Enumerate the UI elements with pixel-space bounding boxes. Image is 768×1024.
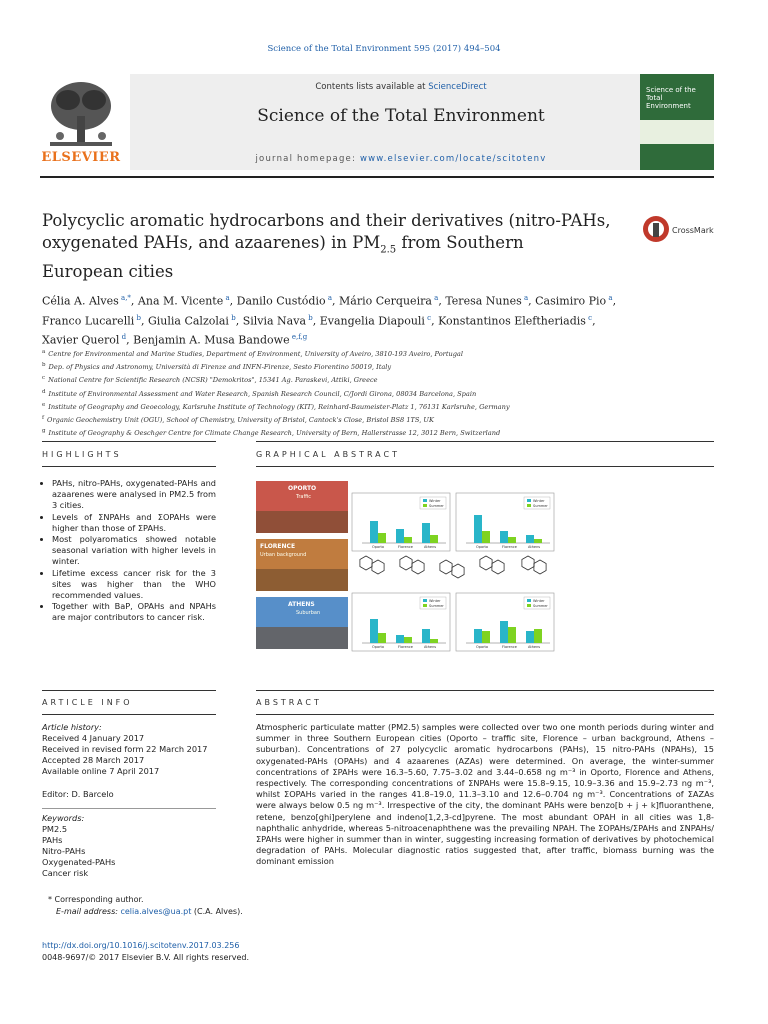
highlight-item: • Lifetime excess cancer risk for the 3 sites was higher than the WHO recommended values. <box>52 568 216 602</box>
journal-homepage <box>130 154 672 164</box>
article-info-heading: ARTICLE INFO <box>42 698 133 707</box>
legend-winter: Winter <box>533 499 545 503</box>
city-label: OPORTO <box>288 485 317 492</box>
author-affiliation-mark[interactable]: a <box>223 294 230 302</box>
highlight-item: • Most polyaromatics showed notable seasonal variation with higher levels in winter. <box>52 534 216 568</box>
legend-swatch <box>423 604 427 607</box>
journal-cover-image[interactable] <box>640 74 714 170</box>
sciencedirect-link[interactable]: ScienceDirect <box>428 82 487 92</box>
molecule-ring <box>534 560 546 574</box>
author-affiliation-mark[interactable]: a <box>521 294 529 302</box>
corresponding-author-footnote: * Corresponding author. E-mail address: celia.alves@ua.pt (C.A. Alves). <box>42 894 262 918</box>
molecule-ring <box>400 556 412 570</box>
keyword-item: Oxygenated-PAHs <box>42 857 116 867</box>
molecule-ring <box>360 556 372 570</box>
legend-swatch <box>527 499 531 502</box>
editor: Editor: D. Barcelo <box>42 789 114 799</box>
author-name[interactable]: Benjamin A. Musa Bandowe <box>133 333 290 347</box>
article-info-rule <box>42 690 216 691</box>
contents-line <box>130 82 672 92</box>
crossmark-badge[interactable] <box>642 214 722 244</box>
winter-bar <box>370 619 378 643</box>
site-label: Florence <box>398 545 413 549</box>
author-affiliation-mark[interactable]: c <box>585 313 593 322</box>
history-item: Accepted 28 March 2017 <box>42 755 145 765</box>
author-affiliation-mark[interactable]: b <box>228 313 236 322</box>
winter-bar <box>474 629 482 643</box>
legend-winter: Winter <box>429 599 441 603</box>
molecule-ring <box>480 556 492 570</box>
winter-bar <box>370 521 378 543</box>
cover-title: Science of the Total Environment <box>646 86 696 110</box>
author-name[interactable]: Konstantinos Eleftheriadis <box>438 314 586 328</box>
city-label: ATHENS <box>288 601 315 608</box>
header-rule <box>40 176 714 178</box>
city-sublabel: Urban background <box>260 552 307 558</box>
keywords-label: Keywords: <box>42 808 216 824</box>
author-name[interactable]: Danilo Custódio <box>236 294 326 308</box>
author-affiliation-mark[interactable]: a <box>606 294 613 302</box>
winter-bar <box>526 535 534 543</box>
keyword-item: PM2.5 <box>42 824 68 834</box>
affiliations <box>42 347 712 439</box>
history-list <box>42 733 222 777</box>
author-name[interactable]: Evangelia Diapouli <box>319 314 425 328</box>
site-label: Florence <box>502 645 517 649</box>
author-name[interactable]: Franco Lucarelli <box>42 314 135 328</box>
article-info <box>42 722 222 879</box>
homepage-link[interactable]: www.elsevier.com/locate/scitotenv <box>359 154 547 164</box>
city-sublabel: Suburban <box>296 610 321 616</box>
city-photo-ground <box>256 627 348 649</box>
author-affiliation-mark[interactable]: b <box>134 313 141 322</box>
author-name[interactable]: Ana M. Vicente <box>137 294 224 308</box>
legend-summer: Summer <box>429 504 444 508</box>
legend-summer: Summer <box>429 604 444 608</box>
author-name[interactable]: Silvia Nava <box>242 314 307 328</box>
city-photo-ground <box>256 569 348 591</box>
affiliation-item: $^c$ National Centre for Scientific Research (NCSR) "Demokritos", 15341 Ag. Paraskevi, Attiki, Greece <box>42 375 378 385</box>
graphical-heading: GRAPHICAL ABSTRACT <box>256 450 400 459</box>
author-name[interactable]: Célia A. Alves <box>42 294 119 308</box>
highlight-item: • Levels of ΣNPAHs and ΣOPAHs were higher than those of ΣPAHs. <box>52 512 216 534</box>
legend-summer: Summer <box>533 504 548 508</box>
winter-bar <box>396 635 404 643</box>
legend-swatch <box>527 604 531 607</box>
affiliation-item: $^d$ Institute of Environmental Assessment and Water Research, Spanish Research Council, C/Jordi Girona, 08034 Barcelona, Spain <box>42 388 477 398</box>
site-label: Athens <box>424 545 437 549</box>
legend-summer: Summer <box>533 604 548 608</box>
highlight-item: • Together with BaP, OPAHs and NPAHs are major contributors to cancer risk. <box>52 601 216 623</box>
site-label: Athens <box>424 645 437 649</box>
site-label: Athens <box>528 545 541 549</box>
history-item: Received in revised form 22 March 2017 <box>42 744 208 754</box>
legend-swatch <box>423 499 427 502</box>
doi-block <box>42 940 342 964</box>
summer-bar <box>534 539 542 543</box>
cover-band <box>640 120 714 144</box>
author-affiliation-mark[interactable]: a <box>325 294 333 302</box>
site-label: Oporto <box>372 545 385 549</box>
highlights-rule <box>42 441 216 442</box>
copyright: 0048-9697/© 2017 Elsevier B.V. All rights reserved. <box>42 953 250 962</box>
history-label: Article history: <box>42 722 102 732</box>
abstract-rule <box>256 690 714 691</box>
legend-winter: Winter <box>429 499 441 503</box>
summer-bar <box>482 531 490 543</box>
homepage-prefix: journal homepage: <box>255 154 360 164</box>
winter-bar <box>422 523 430 543</box>
abstract-rule-2 <box>256 714 714 715</box>
affiliation-item: $^g$ Institute of Geography & Oeschger Centre for Climate Change Research, University of Bern, Hallerstrasse 12, 3012 Bern, Switzerland <box>42 428 501 438</box>
legend-swatch <box>527 599 531 602</box>
summer-bar <box>508 537 516 543</box>
highlights-rule-2 <box>42 466 216 467</box>
email-link[interactable]: celia.alves@ua.pt <box>120 907 192 916</box>
winter-bar <box>474 515 482 543</box>
author-affiliation-mark[interactable]: b <box>306 313 313 322</box>
author-name[interactable]: Mário Cerqueira <box>339 294 432 308</box>
doi-link[interactable]: http://dx.doi.org/10.1016/j.scitotenv.2017.03.256 <box>42 941 240 950</box>
summer-bar <box>378 633 386 643</box>
footnote-star: * Corresponding author. <box>48 895 144 904</box>
city-label: FLORENCE <box>260 543 296 550</box>
keywords-list <box>42 824 222 879</box>
summer-bar <box>508 627 516 643</box>
summer-bar <box>534 629 542 643</box>
legend-swatch <box>423 599 427 602</box>
molecule-ring <box>440 560 452 574</box>
site-label: Oporto <box>476 645 489 649</box>
author-affiliation-mark[interactable]: e,f,g <box>289 333 308 342</box>
title-line-3: European cities <box>42 262 174 282</box>
history-item: Received 4 January 2017 <box>42 733 145 743</box>
author-affiliation-mark[interactable]: d <box>119 333 127 342</box>
molecule-ring <box>372 560 384 574</box>
graphical-rule-2 <box>256 466 714 467</box>
crossmark-label: CrossMark <box>672 226 714 235</box>
graphical-abstract[interactable] <box>256 481 558 653</box>
winter-bar <box>500 531 508 543</box>
author-name[interactable]: Teresa Nunes <box>445 294 522 308</box>
winter-bar <box>500 621 508 643</box>
winter-bar <box>526 631 534 643</box>
site-label: Oporto <box>476 545 489 549</box>
summer-bar <box>404 537 412 543</box>
winter-bar <box>422 629 430 643</box>
article-title <box>42 210 622 283</box>
keyword-item: Cancer risk <box>42 868 89 878</box>
winter-bar <box>396 529 404 543</box>
molecule-ring <box>522 556 534 570</box>
graphical-rule <box>256 441 714 442</box>
site-label: Florence <box>502 545 517 549</box>
author-name[interactable]: Giulia Calzolai <box>147 314 229 328</box>
summer-bar <box>404 637 412 643</box>
contents-prefix: Contents lists available at <box>315 82 429 92</box>
affiliation-item: $^b$ Dep. of Physics and Astronomy, Università di Firenze and INFN-Firenze, Sesto Fiorentino 50019, Italy <box>42 362 392 372</box>
email-label: E-mail address: <box>56 907 121 916</box>
city-sublabel: Traffic <box>296 494 312 500</box>
affiliation-item: $^a$ Centre for Environmental and Marine Studies, Department of Environment, University of Aveiro, 3810-193 Aveiro, Portugal <box>42 349 463 359</box>
author-name[interactable]: Casimiro Pio <box>535 294 607 308</box>
keyword-item: Nitro-PAHs <box>42 846 86 856</box>
affiliation-item: $^e$ Institute of Geography and Geoecology, Karlsruhe Institute of Technology (KIT), Reinhard-Baumeister-Platz 1, 76131 Karlsruhe, Germany <box>42 401 510 411</box>
title-line-1: Polycyclic aromatic hydrocarbons and their derivatives (nitro-PAHs, <box>42 211 611 230</box>
author-name[interactable]: Xavier Querol <box>42 333 120 347</box>
article-info-rule-2 <box>42 714 216 715</box>
site-label: Florence <box>398 645 413 649</box>
summer-bar <box>482 631 490 643</box>
legend-swatch <box>527 504 531 507</box>
journal-title: Science of the Total Environment <box>257 106 545 126</box>
affiliation-item: $^f$ Organic Geochemistry Unit (OGU), School of Chemistry, University of Bristol, Cantock's Close, Bristol BS8 1TS, UK <box>42 414 434 425</box>
highlights-heading: HIGHLIGHTS <box>42 450 122 459</box>
history-item: Available online 7 April 2017 <box>42 766 160 776</box>
elsevier-wordmark: ELSEVIER <box>41 150 121 165</box>
author-affiliation-mark[interactable]: a,* <box>118 294 131 302</box>
highlight-item: • PAHs, nitro-PAHs, oxygenated-PAHs and azaarenes were analysed in PM2.5 from 3 cities. <box>52 478 216 512</box>
molecule-ring <box>492 560 504 574</box>
summer-bar <box>430 535 438 543</box>
legend-swatch <box>423 504 427 507</box>
abstract-heading: ABSTRACT <box>256 698 322 707</box>
keyword-item: PAHs <box>42 835 63 845</box>
molecule-ring <box>452 564 464 578</box>
legend-winter: Winter <box>533 599 545 603</box>
summer-bar <box>378 533 386 543</box>
title-line-2: oxygenated PAHs, and azaarenes) in $PM_{2.5}$ from Southern <box>42 233 524 256</box>
site-label: Oporto <box>372 645 385 649</box>
molecule-ring <box>412 560 424 574</box>
city-photo-ground <box>256 511 348 533</box>
author-affiliation-mark[interactable]: a <box>431 294 439 302</box>
site-label: Athens <box>528 645 541 649</box>
summer-bar <box>430 639 438 643</box>
abstract-body: Atmospheric particulate matter (PM2.5) samples were collected over two one month periods during winter and summer in three Southern European cities (Oporto – traffic site, Florence – urban background, Athens – suburban). Concentrations of 27 polycyclic aromatic hydrocarbons (PAHs), 15 nitro-PAHs (NPAHs), 15 oxygenated-PAHs (OPAHs) and 4 azaarenes (AZAs) were determined. On average, the winter-summer concentrations of ΣPAHs were 16.3–5.60, 7.75–3.02 and 3.44–0.658 ng m⁻³ in Oporto, Florence and Athens, respectively. The corresponding concentrations of ΣNPAHs were 15.8–9.15, 10.9–3.36 and 15.9–2.73 ng m⁻³, whilst ΣOPAHs varied in the ranges 41.8–19.0, 11.3–3.10 and 12.6–0.704 ng m⁻³. Concentrations of ΣAZAs were always below 0.5 ng m⁻³. Irrespective of the city, the dominant PAHs were benzo[b + j + k]fluoranthene, retene, benzo[ghi]perylene and indeno[1,2,3-cd]pyrene. The most abundant OPAH in all cities was 1,8-naphthalic anhydride, whereas 5-nitroacenaphthene was the prevailing NPAH. The ΣOPAHs/ΣPAHs and ΣNPAHs/ΣPAHs were higher in summer than in winter, suggesting increasing formation of derivatives by photochemical degradation of PAHs. Molecular diagnostic ratios suggested that, after traffic, biomass burning was the dominant emission <box>256 722 714 867</box>
highlights-list <box>42 478 216 624</box>
journal-header <box>40 74 714 170</box>
author-list: Célia A. Alves $^{a,*}$, Ana M. Vicente $^a$, Danilo Custódio $^a$, Mário Cerqueira $^a$, Teresa Nunes $^a$, Casimiro Pio $^a$, Franco Lucarelli $^b$, Giulia Calzolai $^b$, Silvia Nava $^b$, Evangelia Diapouli $^c$, Konstantinos Eleftheriadis $^c$, Xavier Querol $^d$, Benjamin A. Musa Bandowe $^{e,f,g}$ <box>42 294 617 347</box>
journal-citation[interactable]: Science of the Total Environment 595 (2017) 494–504 <box>267 44 501 54</box>
author-affiliation-mark[interactable]: c <box>424 313 432 322</box>
